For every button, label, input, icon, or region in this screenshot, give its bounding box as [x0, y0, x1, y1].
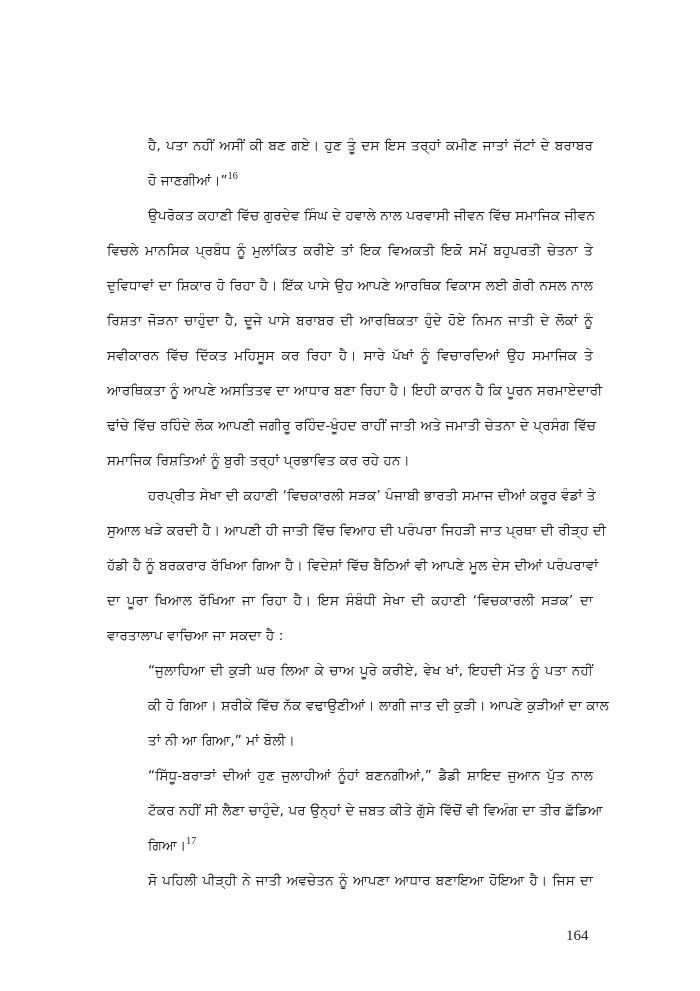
block-quote-line [148, 661, 593, 681]
line-text: ਰਿਸ਼ਤਾ ਜੋੜਨਾ ਚਾਹੁੰਦਾ ਹੈ, ਦੂਜੇ ਪਾਸੇ ਬਰਾਬਰ ਦੀ ਆਰਥਿਕਤਾ ਹੁੰਦੇ ਹੋਏ ਨਿਮਨ ਜਾਤੀ ਦੇ ਲੋਕਾਂ ਨੂੰ [107, 313, 593, 329]
text-line-quote-end [148, 171, 238, 191]
paragraph-start [148, 206, 593, 226]
line-text: ਵਿਚਲੇ ਮਾਨਸਿਕ ਪ੍ਰਬੰਧ ਨੂੰ ਮੁਲਾਂਕਿਤ ਕਰੀਏ ਤਾਂ ਇਕ ਵਿਅਕਤੀ ਇਕੋ ਸਮੇਂ ਬਹੁਪਰਤੀ ਚੇਤਨਾ ਤੇ [107, 243, 593, 259]
line-text: ਆਰਥਿਕਤਾ ਨੂੰ ਆਪਣੇ ਅਸਤਿਤਵ ਦਾ ਆਧਾਰ ਬਣਾ ਰਿਹਾ ਹੈ। ਇਹੀ ਕਾਰਨ ਹੈ ਕਿ ਪੂਰਨ ਸਰਮਾਏਦਾਰੀ [107, 383, 603, 399]
line-text: ਢਾਂਚੇ ਵਿੱਚ ਰਹਿੰਦੇ ਲੋਕ ਆਪਣੀ ਜਗੀਰੂ ਰਹਿੰਦ-ਖੂੰਹਦ ਰਾਹੀਂ ਜਾਤੀ ਅਤੇ ਜਮਾਤੀ ਚੇਤਨਾ ਦੇ ਪ੍ਰਸੰਗ ਵਿੱਚ [107, 418, 597, 434]
text-line [107, 591, 593, 611]
block-quote-line [148, 766, 593, 786]
line-text: ਸੋ ਪਹਿਲੀ ਪੀੜ੍ਹੀ ਨੇ ਜਾਤੀ ਅਵਚੇਤਨ ਨੂੰ ਆਪਣਾ ਆਧਾਰ ਬਣਾਇਆ ਹੋਇਆ ਹੈ। ਜਿਸ ਦਾ [148, 873, 593, 889]
block-quote-line [148, 836, 196, 856]
line-text: ਉਪਰੋਕਤ ਕਹਾਣੀ ਵਿੱਚ ਗੁਰਦੇਵ ਸਿੰਘ ਦੇ ਹਵਾਲੇ ਨਾਲ ਪਰਵਾਸੀ ਜੀਵਨ ਵਿੱਚ ਸਮਾਜਿਕ ਜੀਵਨ [148, 208, 595, 224]
line-text: ਦਾ ਪੂਰਾ ਖਿਆਲ ਰੱਖਿਆ ਜਾ ਰਿਹਾ ਹੈ। ਇਸ ਸੰਬੰਧੀ ਸੇਖਾ ਦੀ ਕਹਾਣੀ ‘ਵਿਚਕਾਰਲੀ ਸੜਕ’ ਦਾ [107, 593, 593, 609]
text-line [107, 311, 593, 331]
line-text: ਟੱਕਰ ਨਹੀਂ ਸੀ ਲੈਣਾ ਚਾਹੁੰਦੇ, ਪਰ ਉਨ੍ਹਾਂ ਦੇ ਜ਼ਬਤ ਕੀਤੇ ਗੁੱਸੇ ਵਿੱਚੋਂ ਵੀ ਵਿਅੰਗ ਦਾ ਤੀਰ ਛੱਡਿਆ [148, 803, 603, 819]
line-text: ਸਮਾਜਿਕ ਰਿਸ਼ਤਿਆਂ ਨੂੰ ਬੁਰੀ ਤਰ੍ਹਾਂ ਪ੍ਰਭਾਵਿਤ ਕਰ ਰਹੇ ਹਨ। [107, 453, 410, 469]
block-quote-line [148, 731, 295, 751]
line-text: ਕੀ ਹੋ ਗਿਆ। ਸ਼ਰੀਕੇ ਵਿੱਚ ਨੱਕ ਵਢਾਉਣੀਆਂ। ਲਾਗੀ ਜਾਤ ਦੀ ਕੁੜੀ। ਆਪਣੇ ਕੁੜੀਆਂ ਦਾ ਕਾਲ [148, 698, 609, 714]
text-line [107, 381, 603, 401]
block-quote-line [148, 801, 603, 821]
line-text: “ਸਿੱਧੂ-ਬਰਾੜਾਂ ਦੀਆਂ ਹੁਣ ਜੁਲਾਹੀਆਂ ਨੂੰਹਾਂ ਬਣਨਗੀਆਂ,” ਡੈਡੀ ਸ਼ਾਇਦ ਜੁਆਨ ਪੁੱਤ ਨਾਲ [148, 768, 593, 784]
line-text: ਹੱਡੀ ਹੈ ਨੂੰ ਬਰਕਰਾਰ ਰੱਖਿਆ ਗਿਆ ਹੈ। ਵਿਦੇਸ਼ਾਂ ਵਿੱਚ ਬੈਠਿਆਂ ਵੀ ਆਪਣੇ ਮੂਲ ਦੇਸ ਦੀਆਂ ਪਰੰਪਰਾਵਾਂ [107, 558, 599, 574]
paragraph-start [148, 486, 596, 506]
page-number: 164 [566, 928, 589, 944]
text-line [107, 276, 593, 296]
text-line-paragraph-end [107, 451, 410, 471]
text-line-paragraph-end [107, 626, 283, 646]
line-text: ਹੋ ਜਾਣਗੀਆਂ।” [148, 173, 228, 189]
line-text: ਵਾਰਤਾਲਾਪ ਵਾਚਿਆ ਜਾ ਸਕਦਾ ਹੈ : [107, 628, 284, 644]
text-line [107, 556, 599, 576]
line-text: “ਜੁਲਾਹਿਆ ਦੀ ਕੁੜੀ ਘਰ ਲਿਆ ਕੇ ਚਾਅ ਪੂਰੇ ਕਰੀਏ, ਵੇਖ ਖਾਂ, ਇਹਦੀ ਮੱਤ ਨੂੰ ਪਤਾ ਨਹੀਂ [148, 663, 593, 679]
line-text: ਸੁਆਲ ਖੜੇ ਕਰਦੀ ਹੈ। ਆਪਣੀ ਹੀ ਜਾਤੀ ਵਿੱਚ ਵਿਆਹ ਦੀ ਪਰੰਪਰਾ ਜਿਹੜੀ ਜਾਤ ਪ੍ਰਥਾ ਦੀ ਰੀੜ੍ਹ ਦੀ [107, 523, 607, 539]
line-text: ਹੈ, ਪਤਾ ਨਹੀਂ ਅਸੀਂ ਕੀ ਬਣ ਗਏ। ਹੁਣ ਤੂੰ ਦਸ ਇਸ ਤਰ੍ਹਾਂ ਕਮੀਣ ਜਾਤਾਂ ਜੱਟਾਂ ਦੇ ਬਰਾਬਰ [148, 138, 593, 154]
line-text: ਦੁਵਿਧਾਵਾਂ ਦਾ ਸ਼ਿਕਾਰ ਹੋ ਰਿਹਾ ਹੈ। ਇੱਕ ਪਾਸੇ ਉਹ ਆਪਣੇ ਆਰਥਿਕ ਵਿਕਾਸ ਲਈ ਗੋਰੀ ਨਸਲ ਨਾਲ [107, 278, 593, 294]
paragraph-start [148, 871, 593, 891]
text-line [107, 346, 593, 366]
line-text: ਗਿਆ। [148, 838, 187, 854]
line-text: ਹਰਪ੍ਰੀਤ ਸੇਖਾ ਦੀ ਕਹਾਣੀ ‘ਵਿਚਕਾਰਲੀ ਸੜਕ’ ਪੰਜਾਬੀ ਭਾਰਤੀ ਸਮਾਜ ਦੀਆਂ ਕਰੂਰ ਵੰਡਾਂ ਤੇ [148, 488, 596, 504]
text-line [107, 241, 593, 261]
text-line [107, 416, 597, 436]
line-text: ਤਾਂ ਨੀ ਆ ਗਿਆ,” ਮਾਂ ਬੋਲੀ। [148, 733, 295, 749]
text-line-quote [148, 136, 593, 156]
line-text: ਸਵੀਕਾਰਨ ਵਿੱਚ ਦਿੱਕਤ ਮਹਿਸੂਸ ਕਰ ਰਿਹਾ ਹੈ। ਸਾਰੇ ਪੱਖਾਂ ਨੂੰ ਵਿਚਾਰਦਿਆਂ ਉਹ ਸਮਾਜਿਕ ਤੇ [107, 348, 593, 364]
block-quote-line [148, 696, 609, 716]
footnote-ref: 17 [186, 836, 197, 847]
text-line [107, 521, 607, 541]
footnote-ref: 16 [227, 171, 238, 182]
